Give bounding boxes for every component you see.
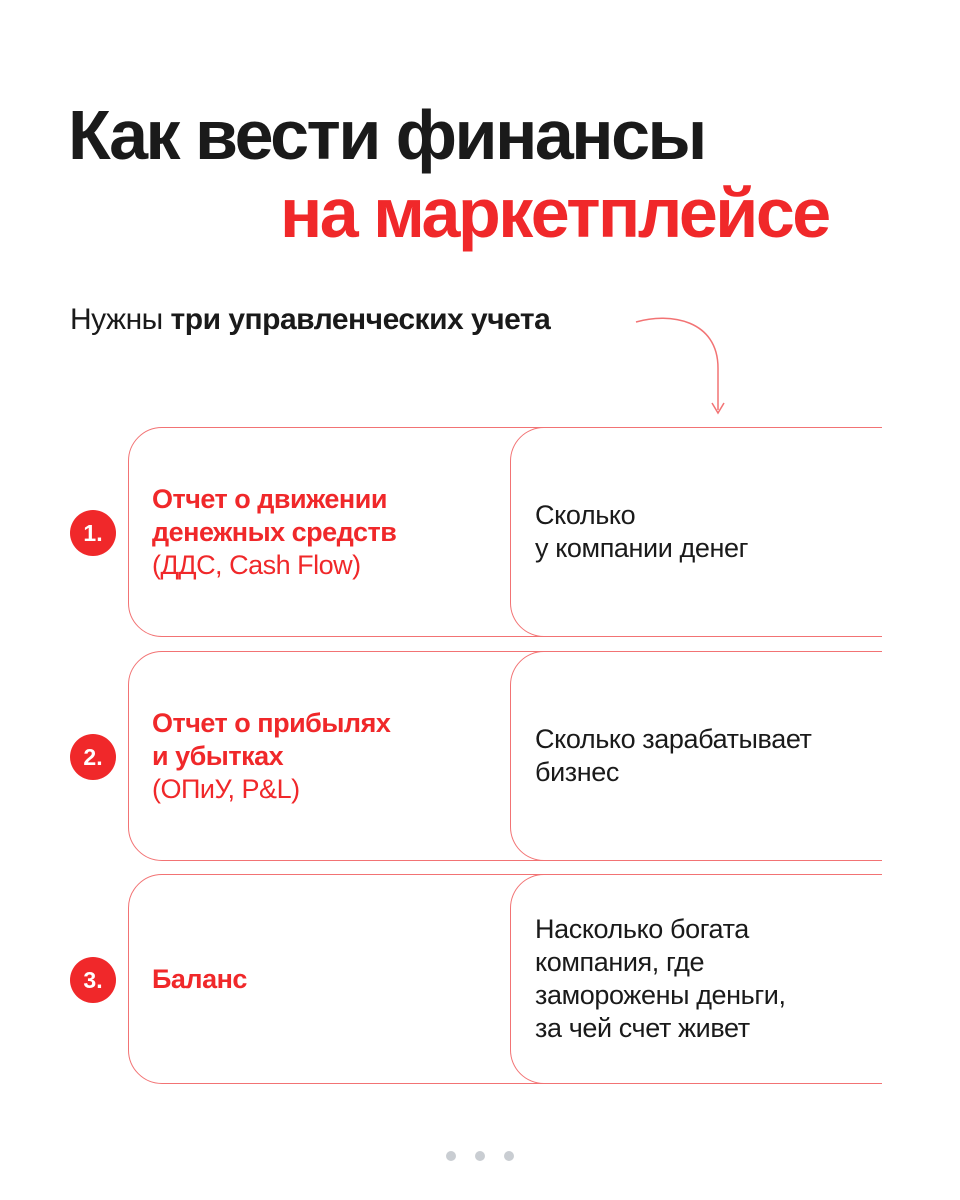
pagination-dot[interactable] [475,1151,485,1161]
row-number-badge: 1. [70,510,116,556]
pagination-dot[interactable] [504,1151,514,1161]
pagination-dots [446,1151,514,1161]
row-number-badge: 3. [70,957,116,1003]
report-description [535,427,865,637]
report-abbr: (ДДС, Cash Flow) [152,549,361,580]
report-title: Баланс [152,963,247,994]
page-title [68,96,829,252]
report-description [535,874,865,1084]
title-line-2: на маркетплейсе [280,174,829,252]
row-number-badge: 2. [70,734,116,780]
report-name [152,874,492,1084]
subtitle-emphasis: три управленческих учета [170,303,551,336]
row-1 [0,427,960,641]
pagination-dot[interactable] [446,1151,456,1161]
report-description-text: Насколько богата компания, где заморожены деньги, за чей счет живет [535,914,786,1043]
row-2 [0,651,960,865]
report-name [152,427,492,637]
row-3 [0,874,960,1088]
report-abbr: (ОПиУ, P&L) [152,773,300,804]
report-title: Отчет о движении денежных средств [152,483,397,547]
subtitle [70,300,550,340]
subtitle-prefix: Нужны [70,303,171,336]
report-description-text: Сколько у компании денег [535,500,749,563]
title-line-1: Как вести финансы [68,96,705,174]
curved-arrow-icon [630,310,730,422]
report-description [535,651,865,861]
report-name [152,651,492,861]
report-title: Отчет о прибылях и убытках [152,707,391,771]
report-description-text: Сколько зарабатывает бизнес [535,724,812,787]
